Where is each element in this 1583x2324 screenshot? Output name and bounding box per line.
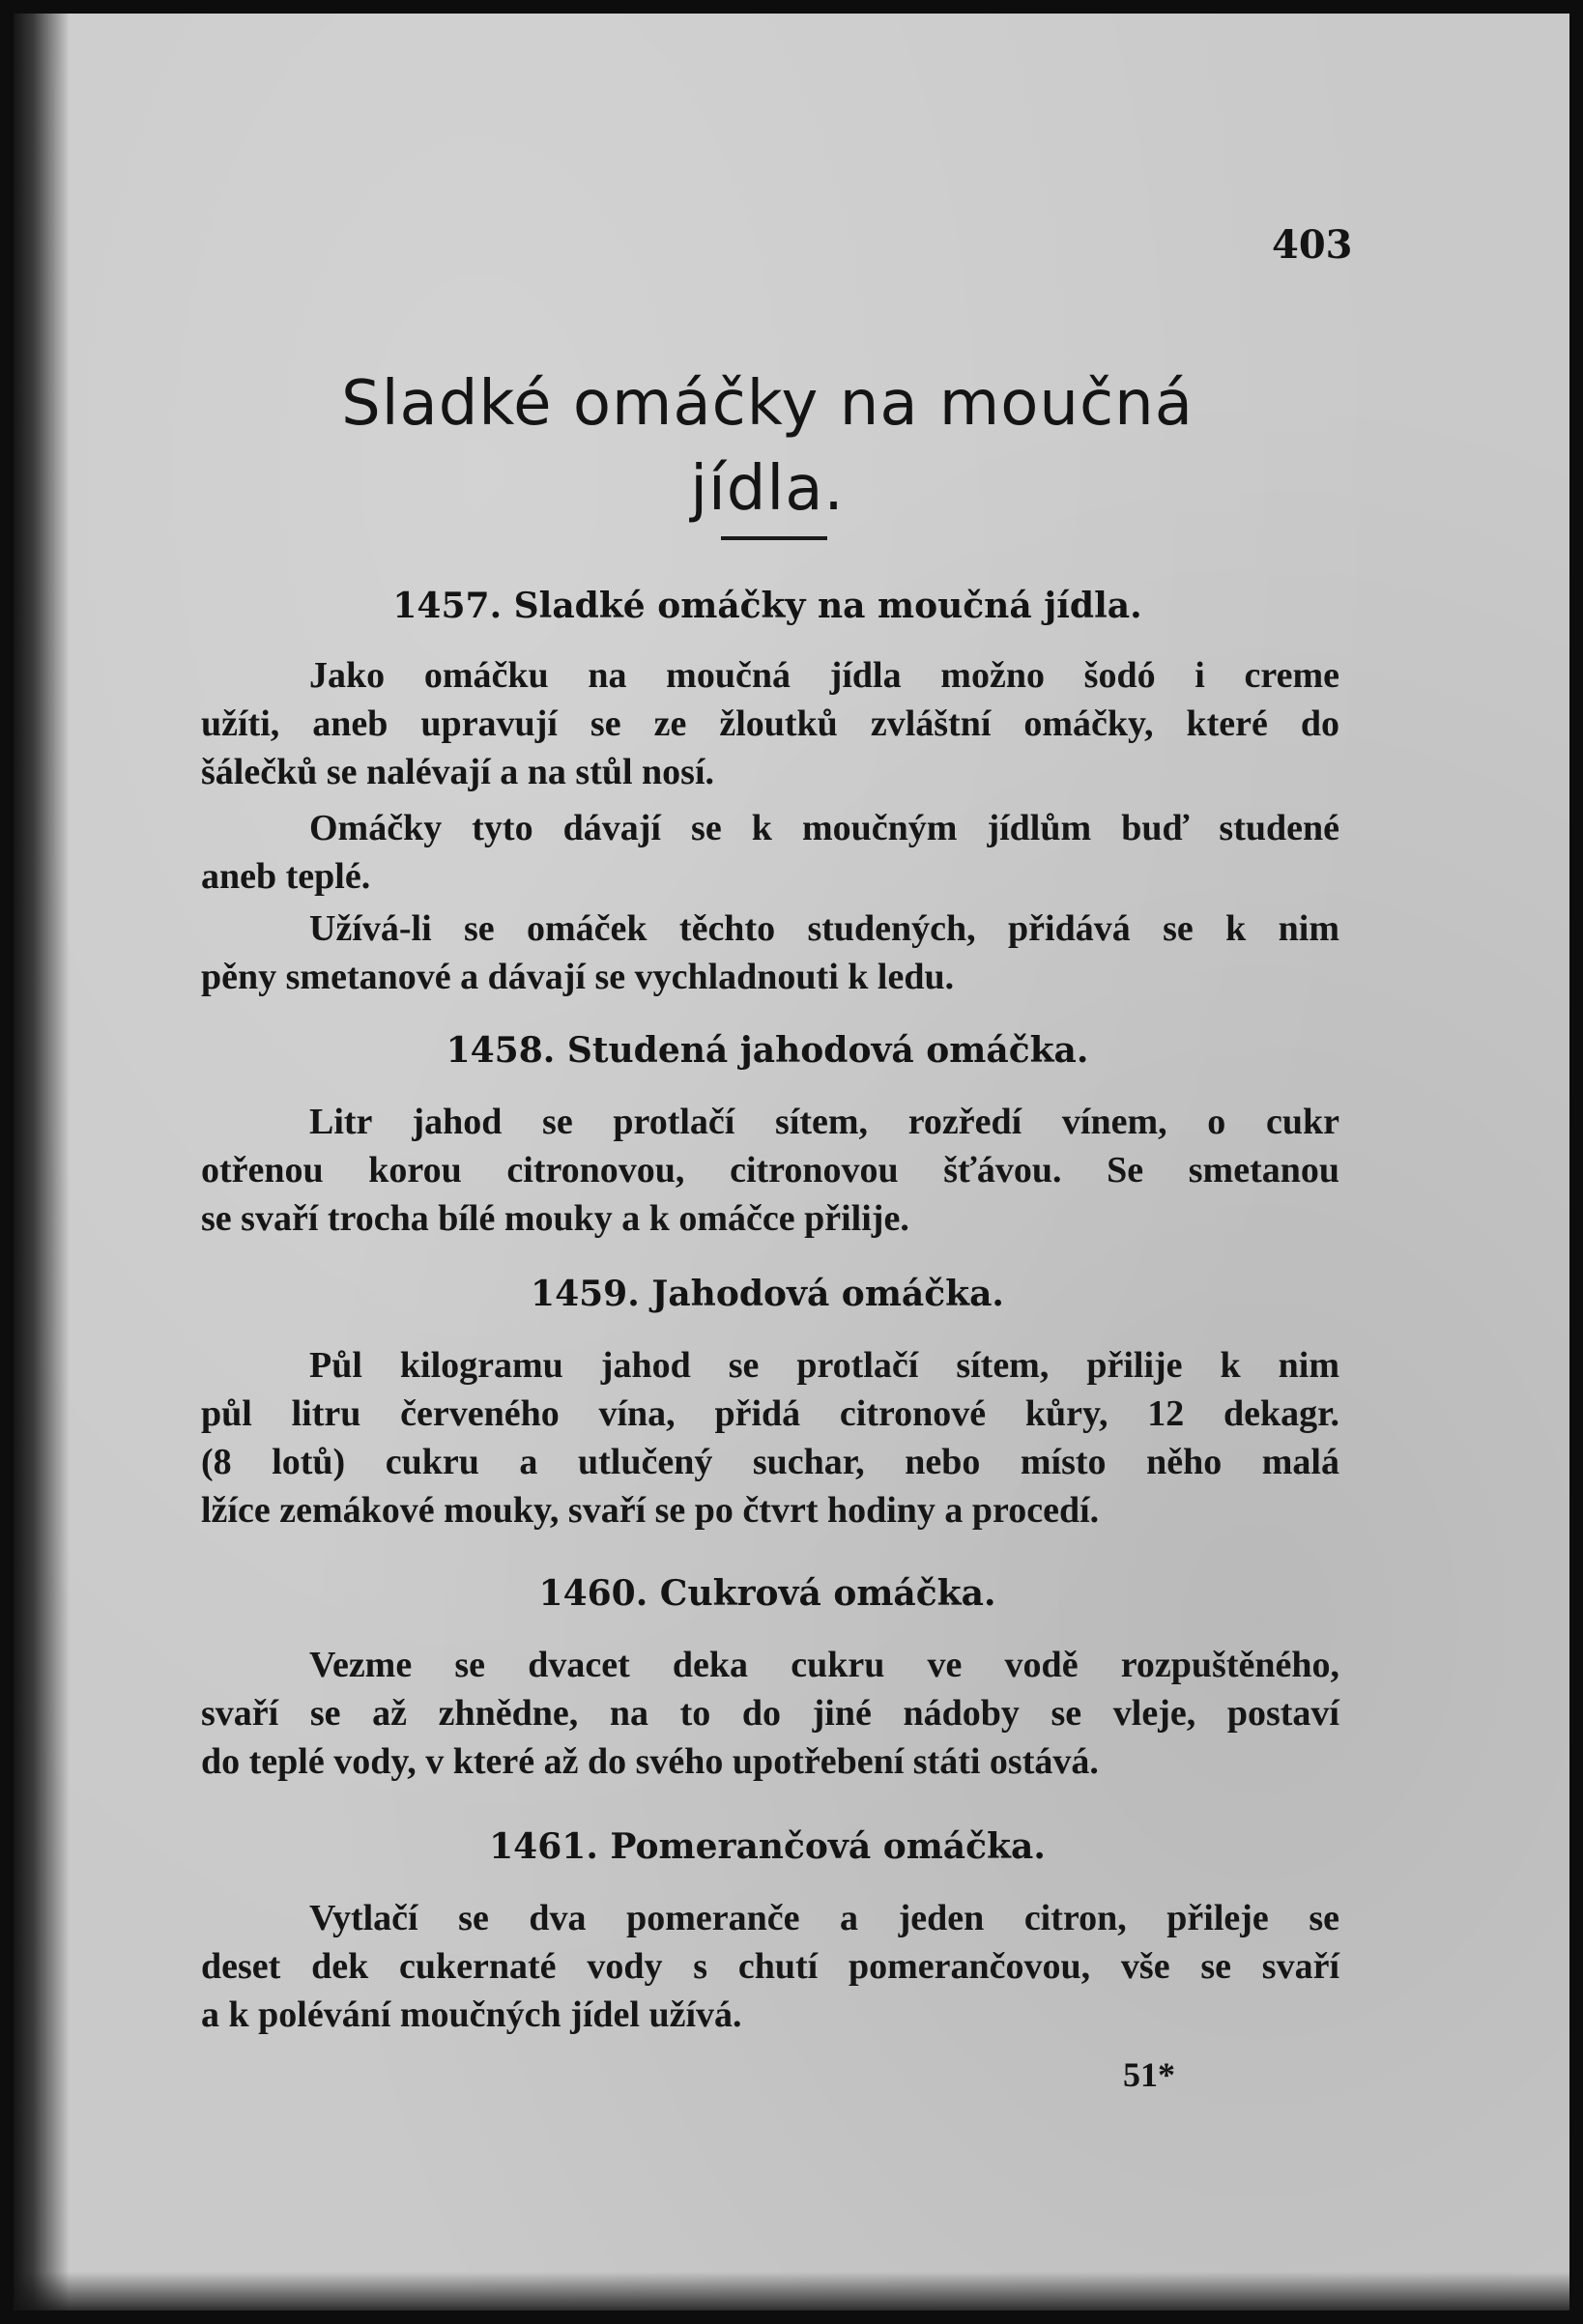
text-line: šálečků se nalévají a na stůl nosí.	[201, 752, 715, 792]
recipe-heading-1457	[197, 586, 1338, 626]
recipe-paragraph	[201, 1341, 1339, 1535]
text-line: (8 lotů) cukru a utlučený suchar, nebo místo něho malá	[201, 1442, 1339, 1482]
recipe-number: 1457.	[392, 586, 503, 626]
page-title-line-2: jídla.	[690, 453, 845, 525]
page-title	[158, 361, 1376, 531]
text-line: aneb teplé.	[201, 856, 371, 897]
recipe-heading-1460	[197, 1573, 1338, 1614]
text-line: lžíce zemákové mouky, svaří se po čtvrt hodiny a procedí.	[201, 1490, 1100, 1531]
recipe-heading-1458	[197, 1030, 1338, 1071]
text-line: deset dek cukernaté vody s chutí pomerančovou, vše se svaří	[201, 1946, 1339, 1987]
recipe-number: 1461.	[489, 1826, 598, 1867]
recipe-number: 1459.	[531, 1274, 640, 1314]
recipe-heading-1461	[197, 1826, 1338, 1867]
bottom-edge-shadow	[14, 2272, 1569, 2310]
recipe-name: Pomerančová omáčka.	[610, 1826, 1046, 1867]
recipe-paragraph	[201, 1641, 1339, 1786]
recipe-name: Sladké omáčky na moučná jídla.	[513, 586, 1142, 626]
page-number: 403	[1272, 222, 1353, 268]
text-line: Omáčky tyto dávají se k moučným jídlům buď studené	[309, 808, 1339, 848]
book-page	[14, 14, 1569, 2310]
title-divider	[721, 536, 827, 540]
binding-shadow	[14, 14, 70, 2310]
page-title-line-1: Sladké omáčky na moučná	[341, 368, 1194, 440]
text-line: do teplé vody, v které až do svého upotřebení státi ostává.	[201, 1741, 1099, 1782]
text-line: Vytlačí se dva pomeranče a jeden citron, přileje se	[309, 1898, 1339, 1938]
printer-signature: 51*	[1123, 2055, 1175, 2094]
text-line: Vezme se dvacet deka cukru ve vodě rozpuštěného,	[309, 1645, 1339, 1685]
recipe-name: Studená jahodová omáčka.	[566, 1030, 1089, 1071]
text-line: půl litru červeného vína, přidá citronové kůry, 12 dekagr.	[201, 1393, 1339, 1434]
recipe-paragraph	[201, 804, 1339, 901]
recipe-paragraph	[201, 1894, 1339, 2039]
text-line: Jako omáčku na moučná jídla možno šodó i creme	[309, 655, 1339, 696]
text-line: Litr jahod se protlačí sítem, rozředí vínem, o cukr	[309, 1102, 1339, 1142]
text-line: svaří se až zhnědne, na to do jiné nádoby se vleje, postaví	[201, 1693, 1339, 1734]
text-line: a k polévání moučných jídel užívá.	[201, 1994, 742, 2035]
text-line: Užívá-li se omáček těchto studených, přidává se k nim	[309, 908, 1339, 949]
recipe-heading-1459	[197, 1274, 1338, 1314]
recipe-name: Cukrová omáčka.	[659, 1573, 996, 1614]
text-line: Půl kilogramu jahod se protlačí sítem, přilije k nim	[309, 1345, 1339, 1386]
text-line: otřenou korou citronovou, citronovou šťávou. Se smetanou	[201, 1150, 1339, 1191]
text-line: se svaří trocha bílé mouky a k omáčce přilije.	[201, 1198, 909, 1239]
recipe-paragraph	[201, 1098, 1339, 1243]
text-line: užíti, aneb upravují se ze žloutků zvláštní omáčky, které do	[201, 703, 1339, 744]
recipe-name: Jahodová omáčka.	[651, 1274, 1004, 1314]
recipe-number: 1460.	[538, 1573, 648, 1614]
recipe-paragraph	[201, 651, 1339, 796]
recipe-number: 1458.	[446, 1030, 556, 1071]
recipe-paragraph	[201, 904, 1339, 1001]
text-line: pěny smetanové a dávají se vychladnouti k ledu.	[201, 957, 955, 997]
